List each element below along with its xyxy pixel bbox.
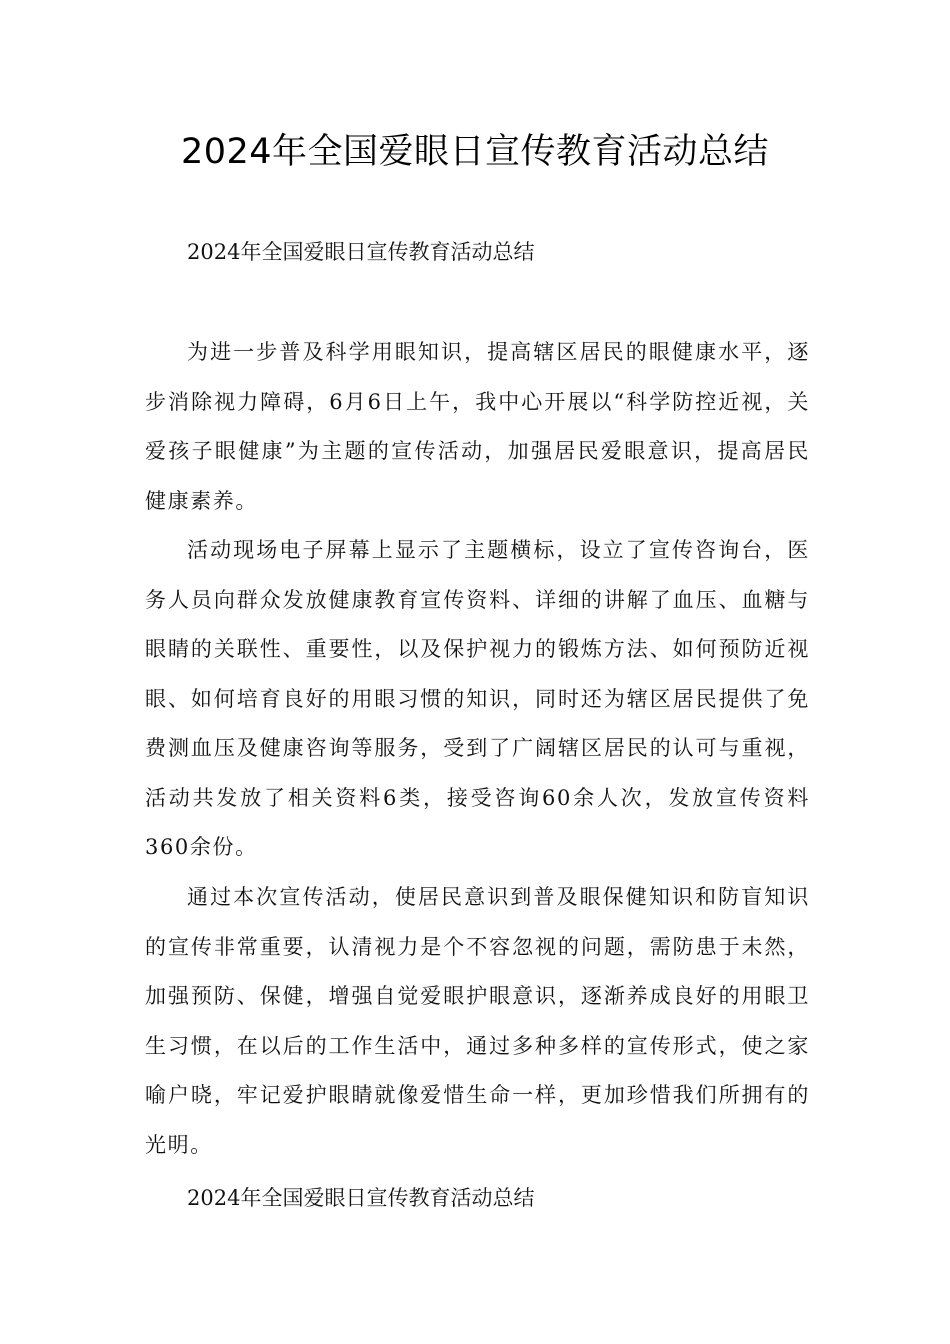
- paragraph-2: 活动现场电子屏幕上显示了主题横标，设立了宣传咨询台，医务人员向群众发放健康教育宣传资料、详细的讲解了血压、血糖与眼睛的关联性、重要性，以及保护视力的锻炼方法、如何预防近视眼、如何培育良好的用眼习惯的知识，同时还为辖区居民提供了免费测血压及健康咨询等服务，受到了广阔辖区居民的认可与重视，活动共发放了相关资料6类，接受咨询60余人次，发放宣传资料360余份。: [145, 538, 810, 859]
- paragraph-3: 通过本次宣传活动，使居民意识到普及眼保健知识和防盲知识的宣传非常重要，认清视力是个不容忽视的问题，需防患于未然，加强预防、保健，增强自觉爱眼护眼意识，逐渐养成良好的用眼卫生习惯，在以后的工作生活中，通过多种多样的宣传形式，使之家喻户晓，牢记爱护眼睛就像爱惜生命一样，更加珍惜我们所拥有的光明。: [145, 885, 810, 1157]
- paragraph-1: 为进一步普及科学用眼知识，提高辖区居民的眼健康水平，逐步消除视力障碍，6月6日上午，我中心开展以“科学防控近视，关爱孩子眼健康”为主题的宣传活动，加强居民爱眼意识，提高居民健康素养。: [145, 340, 810, 513]
- document-title: 2024年全国爱眼日宣传教育活动总结: [180, 132, 770, 172]
- next-section-title: 2024年全国爱眼日宣传教育活动总结: [187, 1186, 535, 1210]
- document-subtitle: 2024年全国爱眼日宣传教育活动总结: [187, 240, 535, 264]
